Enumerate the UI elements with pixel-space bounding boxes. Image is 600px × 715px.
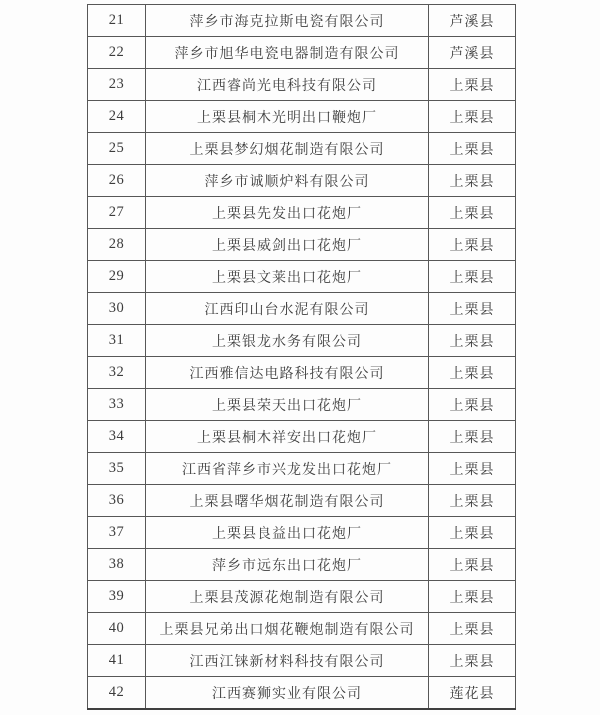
row-number: 41 [88,645,146,677]
row-number: 23 [88,69,146,101]
table-row [88,677,516,710]
company-name: 上栗县良益出口花炮厂 [146,517,429,549]
table-row [88,133,516,165]
row-number: 25 [88,133,146,165]
table-row [88,357,516,389]
county-name: 上栗县 [429,165,516,197]
county-name: 上栗县 [429,229,516,261]
county-name: 上栗县 [429,421,516,453]
company-name: 江西睿尚光电科技有限公司 [146,69,429,101]
row-number: 30 [88,293,146,325]
company-name: 上栗县桐木光明出口鞭炮厂 [146,101,429,133]
company-name: 江西省萍乡市兴龙发出口花炮厂 [146,453,429,485]
county-name: 上栗县 [429,101,516,133]
county-name: 芦溪县 [429,5,516,37]
table-row [88,229,516,261]
county-name: 上栗县 [429,357,516,389]
county-name: 上栗县 [429,389,516,421]
row-number: 42 [88,677,146,710]
county-name: 上栗县 [429,613,516,645]
table-row [88,165,516,197]
company-name: 萍乡市远东出口花炮厂 [146,549,429,581]
row-number: 34 [88,421,146,453]
table-row [88,581,516,613]
company-name: 上栗县茂源花炮制造有限公司 [146,581,429,613]
company-name: 上栗县文莱出口花炮厂 [146,261,429,293]
company-name: 上栗县曙华烟花制造有限公司 [146,485,429,517]
company-table-body [88,5,516,710]
county-name: 上栗县 [429,517,516,549]
table-row [88,421,516,453]
table-row [88,325,516,357]
table-row [88,549,516,581]
row-number: 40 [88,613,146,645]
county-name: 莲花县 [429,677,516,710]
row-number: 33 [88,389,146,421]
company-name: 上栗县兄弟出口烟花鞭炮制造有限公司 [146,613,429,645]
row-number: 21 [88,5,146,37]
company-name: 江西雅信达电路科技有限公司 [146,357,429,389]
table-row [88,293,516,325]
company-name: 上栗县荣天出口花炮厂 [146,389,429,421]
county-name: 上栗县 [429,581,516,613]
row-number: 38 [88,549,146,581]
county-name: 上栗县 [429,69,516,101]
row-number: 24 [88,101,146,133]
row-number: 26 [88,165,146,197]
company-name: 上栗银龙水务有限公司 [146,325,429,357]
table-row [88,69,516,101]
company-name: 萍乡市诚顺炉料有限公司 [146,165,429,197]
county-name: 上栗县 [429,133,516,165]
company-name: 萍乡市旭华电瓷电器制造有限公司 [146,37,429,69]
row-number: 27 [88,197,146,229]
company-table [87,4,516,710]
company-name: 上栗县威剑出口花炮厂 [146,229,429,261]
row-number: 37 [88,517,146,549]
county-name: 上栗县 [429,453,516,485]
county-name: 上栗县 [429,197,516,229]
county-name: 上栗县 [429,645,516,677]
company-name: 上栗县梦幻烟花制造有限公司 [146,133,429,165]
company-name: 江西赛狮实业有限公司 [146,677,429,710]
table-row [88,613,516,645]
company-name: 江西印山台水泥有限公司 [146,293,429,325]
row-number: 22 [88,37,146,69]
table-row [88,485,516,517]
row-number: 35 [88,453,146,485]
table-row [88,645,516,677]
county-name: 上栗县 [429,325,516,357]
table-row [88,453,516,485]
company-name: 上栗县先发出口花炮厂 [146,197,429,229]
county-name: 上栗县 [429,549,516,581]
table-row [88,5,516,37]
table-row [88,197,516,229]
row-number: 39 [88,581,146,613]
row-number: 36 [88,485,146,517]
county-name: 上栗县 [429,261,516,293]
company-name: 萍乡市海克拉斯电瓷有限公司 [146,5,429,37]
county-name: 芦溪县 [429,37,516,69]
table-row [88,261,516,293]
table-row [88,517,516,549]
company-name: 上栗县桐木祥安出口花炮厂 [146,421,429,453]
county-name: 上栗县 [429,485,516,517]
row-number: 31 [88,325,146,357]
row-number: 29 [88,261,146,293]
row-number: 28 [88,229,146,261]
table-row [88,101,516,133]
company-name: 江西江铼新材料科技有限公司 [146,645,429,677]
row-number: 32 [88,357,146,389]
table-row [88,37,516,69]
county-name: 上栗县 [429,293,516,325]
table-row [88,389,516,421]
